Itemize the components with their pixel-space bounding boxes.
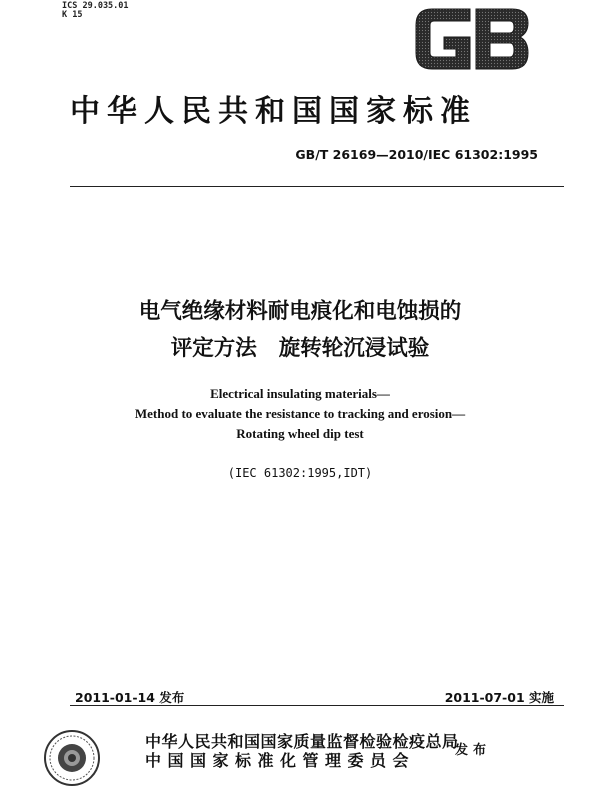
standard-type-title: 中华人民共和国国家标准	[70, 94, 477, 129]
english-title-line2: Method to evaluate the resistance to tracking and erosion—	[134, 406, 466, 421]
official-seal-icon	[42, 728, 102, 788]
footer-divider	[70, 705, 564, 706]
implementation-date: 2011-07-01 实施	[444, 690, 554, 705]
english-title-line1: Electrical insulating materials—	[210, 386, 390, 401]
standard-number: GB/T 26169—2010/IEC 61302:1995	[295, 147, 538, 162]
issue-date: 2011-01-14 发布	[75, 690, 185, 705]
iec-reference: (IEC 61302:1995,IDT)	[227, 466, 373, 480]
chinese-title-line2-part1: 评定方法	[170, 336, 257, 361]
issuer-line1: 中华人民共和国国家质量监督检验检疫总局	[145, 732, 459, 751]
chinese-title-line2	[0, 333, 600, 365]
chinese-title-line1: 电气绝缘材料耐电痕化和电蚀损的	[138, 299, 462, 324]
chinese-title-line2-part2: 旋转轮沉浸试验	[278, 336, 430, 361]
publish-label: 发布	[455, 743, 492, 758]
english-title-line3: Rotating wheel dip test	[236, 426, 364, 441]
header-divider	[70, 186, 564, 187]
gb-logo	[412, 5, 532, 73]
ccs-code: K 15	[62, 10, 83, 20]
issuer-line2: 中国国家标准化管理委员会	[145, 751, 416, 770]
classification-codes	[62, 2, 129, 20]
ics-code: ICS 29.035.01	[62, 1, 129, 11]
